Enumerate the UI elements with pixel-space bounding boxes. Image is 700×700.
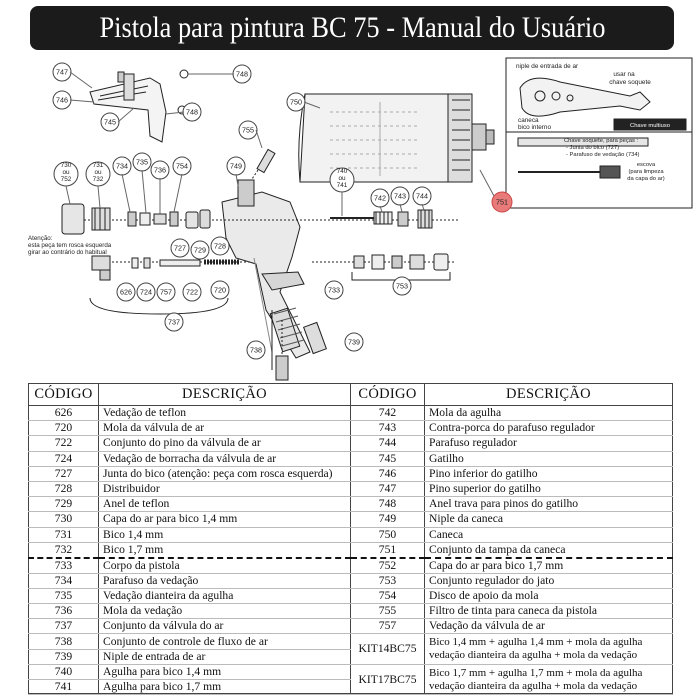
part-code: 748 [351,497,425,512]
part-description: Corpo da pistola [99,558,351,574]
callout-720: 720 [214,285,226,295]
part-code: 754 [351,588,425,603]
part-code: 722 [29,436,99,451]
part-description: Anel trava para pinos do gatilho [425,497,673,512]
callout-724: 724 [140,287,152,297]
part-description: Bico 1,4 mm + agulha 1,4 mm + mola da agulha vedação dianteira da agulha + mola da vedação [425,634,673,664]
part-code: 731 [29,527,99,542]
tool-label-soquete-2: - Junta do bico (727) [566,145,620,151]
table-row [29,406,673,421]
part-code: 736 [29,604,99,619]
part-code: 752 [351,558,425,574]
header-codigo-left: CÓDIGO [29,384,99,406]
tool-label-chave-1: usar na [613,71,635,78]
part-code: 727 [29,466,99,481]
part-description: Junta do bico (atenção: peça com rosca esquerda) [99,466,351,481]
callout-727: 727 [174,243,186,253]
callout-750: 750 [290,97,302,107]
table-row [29,588,673,603]
part-description: Vedação da válvula de ar [425,619,673,634]
callout-722: 722 [186,287,198,297]
part-description: Parafuso regulador [425,436,673,451]
callout-728: 728 [214,241,226,251]
table-header-row [29,384,673,406]
callout-749: 749 [230,161,242,171]
callout-735: 735 [136,157,148,167]
table-row [29,664,673,679]
part-description: Contra-porca do parafuso regulador [425,421,673,436]
part-code: 745 [351,451,425,466]
part-code: 735 [29,588,99,603]
callout-731: 731 ou 732 [92,162,104,183]
callout-733: 733 [328,285,340,295]
part-code: 720 [29,421,99,436]
part-description: Distribuidor [99,481,351,496]
part-description: Bico 1,7 mm [99,542,351,558]
table-row [29,481,673,496]
part-code: KIT17BC75 [351,664,425,694]
part-description: Vedação dianteira da agulha [99,588,351,603]
part-code: 743 [351,421,425,436]
part-code: 738 [29,634,99,649]
part-description: Caneca [425,527,673,542]
tool-label-caneca-1: caneca [518,117,539,124]
header-codigo-right: CÓDIGO [351,384,425,406]
part-description: Mola da válvula de ar [99,421,351,436]
part-description: Conjunto do pino da válvula de ar [99,436,351,451]
table-row [29,634,673,649]
part-description: Filtro de tinta para caneca da pistola [425,604,673,619]
table-row [29,497,673,512]
part-description: Capa do ar para bico 1,7 mm [425,558,673,574]
tool-label-chave-2: chave soquete [609,79,651,86]
part-code: 730 [29,512,99,527]
part-code: 747 [351,481,425,496]
part-code: 729 [29,497,99,512]
part-code: 751 [351,542,425,558]
table-row [29,558,673,574]
part-code: 626 [29,406,99,421]
part-description: Bico 1,4 mm [99,527,351,542]
header-descricao-right: DESCRIÇÃO [425,384,673,406]
table-row [29,512,673,527]
tool-label-multiuso: Chave multiuso [630,123,670,129]
part-code: 724 [29,451,99,466]
table-row [29,619,673,634]
callout-754: 754 [176,161,188,171]
warning-line-2: esta peça tem rosca esquerda [28,242,112,249]
part-description: Conjunto da válvula do ar [99,619,351,634]
warning-note [28,235,112,256]
part-code: 755 [351,604,425,619]
title-banner [30,6,674,50]
part-description: Pino inferior do gatilho [425,466,673,481]
callout-755: 755 [242,125,254,135]
part-description: Agulha para bico 1,7 mm [99,680,351,695]
part-description: Agulha para bico 1,4 mm [99,664,351,679]
tool-label-niple: niple de entrada de ar [516,63,579,70]
part-code: 742 [351,406,425,421]
tool-label-escova-2: (para limpeza [628,169,664,175]
table-row [29,527,673,542]
callout-744: 744 [416,191,428,201]
spray-regulator-drawing [312,254,454,280]
part-description: Conjunto regulador do jato [425,573,673,588]
tool-label-caneca-2: bico interno [518,124,552,131]
tool-label-soquete-3: - Parafuso de vedação (734) [566,152,640,158]
part-description: Niple de entrada de ar [99,649,351,664]
page-title: Pistola para pintura BC 75 - Manual do Usuário [99,11,605,44]
table-body [29,406,673,695]
callout-745: 745 [104,117,116,127]
part-code: 744 [351,436,425,451]
part-description: Gatilho [425,451,673,466]
callout-748b: 748 [186,107,198,117]
callout-738: 738 [250,345,262,355]
part-code: 757 [351,619,425,634]
part-code: 750 [351,527,425,542]
callout-626: 626 [120,287,132,297]
callout-730: 730 ou 752 [60,162,72,183]
parts-table [28,383,673,695]
callout-746: 746 [56,95,68,105]
cup-drawing [299,94,494,182]
part-code: 753 [351,573,425,588]
part-description: Capa do ar para bico 1,4 mm [99,512,351,527]
callout-740: 740 ou 741 [336,168,348,189]
tools-box-drawing [506,58,692,208]
table-row [29,421,673,436]
air-valve-drawing [92,256,250,280]
part-description: Niple da caneca [425,512,673,527]
tool-label-escova-1: escova [636,162,656,168]
part-code: 733 [29,558,99,574]
header-descricao-left: DESCRIÇÃO [99,384,351,406]
part-code: KIT14BC75 [351,634,425,664]
part-code: 737 [29,619,99,634]
callout-748: 748 [236,69,248,79]
callout-736: 736 [154,165,166,175]
part-description: Anel de teflon [99,497,351,512]
table-row [29,573,673,588]
table-row [29,466,673,481]
part-description: Mola da vedação [99,604,351,619]
callout-739: 739 [348,337,360,347]
part-description: Disco de apoio da mola [425,588,673,603]
part-description: Mola da agulha [425,406,673,421]
part-code: 741 [29,680,99,695]
table-row [29,604,673,619]
part-code: 739 [29,649,99,664]
tool-label-soquete-1: Chave soquete, para peças : [564,138,639,144]
callout-729: 729 [194,245,206,255]
callout-737: 737 [168,317,180,327]
tool-label-escova-3: da capa do ar) [627,176,665,182]
part-code: 728 [29,481,99,496]
part-description: Conjunto de controle de fluxo de ar [99,634,351,649]
table-row [29,451,673,466]
gun-body-drawing [222,180,310,358]
warning-line-3: girar ao contrário do habitual [28,249,107,256]
callout-747: 747 [56,67,68,77]
part-description: Pino superior do gatilho [425,481,673,496]
callout-742: 742 [374,193,386,203]
part-code: 740 [29,664,99,679]
part-code: 732 [29,542,99,558]
part-description: Bico 1,7 mm + agulha 1,7 mm + mola da agulha vedação dianteira da agulha + mola da vedação [425,664,673,694]
part-description: Vedação de teflon [99,406,351,421]
trigger-drawing [90,70,188,142]
callout-751: 751 [496,197,508,207]
warning-line-1: Atenção: [28,235,53,242]
part-code: 734 [29,573,99,588]
part-description: Parafuso da vedação [99,573,351,588]
callout-743: 743 [394,191,406,201]
table-row [29,542,673,558]
callout-753: 753 [396,281,408,291]
callout-757: 757 [160,287,172,297]
table-row [29,436,673,451]
part-description: Conjunto da tampa da caneca [425,542,673,558]
callout-734: 734 [116,161,128,171]
part-description: Vedação de borracha da válvula de ar [99,451,351,466]
exploded-parts-diagram [0,52,700,382]
part-code: 746 [351,466,425,481]
table-bottom-rule [28,693,672,694]
part-code: 749 [351,512,425,527]
